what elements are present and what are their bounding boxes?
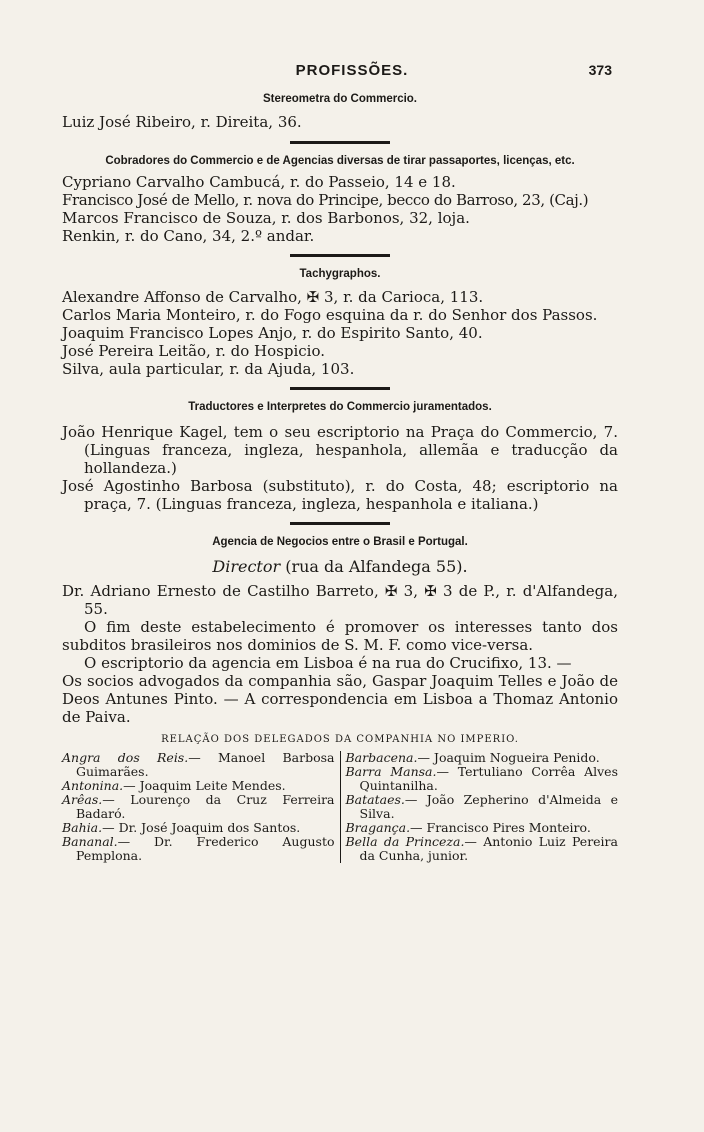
delegate-place: Bananal. — [62, 834, 118, 849]
delegate-place: Batataes. — [345, 792, 405, 807]
section-divider — [290, 141, 390, 144]
delegate-name: — Dr. Frederico Augusto Pemplona. — [76, 834, 335, 863]
list-item: José Agostinho Barbosa (substituto), r. do Costa, 48; escriptorio na praça, 7. (Linguas franceza, ingleza, hespanhola e italiana.) — [62, 477, 618, 513]
director-line — [62, 556, 618, 578]
director-address: (rua da Alfandega 55). — [285, 557, 468, 576]
page-number: 373 — [588, 62, 612, 78]
list-item: Marcos Francisco de Souza, r. dos Barbonos, 32, loja. — [62, 209, 470, 227]
delegates-column-right — [341, 751, 619, 863]
delegate-place: Arêas. — [62, 792, 103, 807]
delegate-name: — Joaquim Leite Mendes. — [123, 778, 286, 793]
delegates-column-left — [62, 751, 341, 863]
delegate-place: Bahia. — [62, 820, 103, 835]
list-item: João Henrique Kagel, tem o seu escriptorio na Praça do Commercio, 7. (Linguas franceza, ingleza, hespanhola, allemãa e traducção da hollandeza.) — [62, 423, 618, 477]
list-item: Luiz José Ribeiro, r. Direita, 36. — [62, 113, 302, 131]
section-heading-agencia: Agencia de Negocios entre o Brasil e Portugal. — [212, 536, 468, 548]
delegate-item — [62, 779, 335, 793]
delegate-name: — Lourenço da Cruz Ferreira Badaró. — [76, 792, 335, 821]
agencia-paragraph: O escriptorio da agencia em Lisboa é na rua do Crucifixo, 13. — — [84, 654, 572, 672]
agencia-paragraph: Os socios advogados da companhia são, Gaspar Joaquim Telles e João de Deos Antunes Pinto. — A correspondencia em Lisboa a Thomaz Antonio de Paiva. — [62, 672, 618, 726]
list-item: Francisco José de Mello, r. nova do Principe, becco do Barroso, 23, (Caj.) — [62, 191, 589, 209]
director-entry: Dr. Adriano Ernesto de Castilho Barreto, ✠ 3, ✠ 3 de P., r. d'Alfandega, 55. — [62, 582, 618, 618]
list-item: Alexandre Affonso de Carvalho, ✠ 3, r. da Carioca, 113. — [62, 288, 484, 306]
section-heading-tachygraphos: Tachygraphos. — [299, 268, 381, 280]
page-header — [0, 62, 704, 82]
delegates-table — [62, 751, 618, 863]
delegate-place: Antonina. — [62, 778, 124, 793]
section-divider — [290, 522, 390, 525]
agencia-paragraph: O fim deste estabelecimento é promover os interesses tanto dos subditos brasileiros nos dominios de S. M. F. como vice-versa. — [62, 618, 618, 654]
delegate-item — [346, 793, 619, 821]
delegate-name: — Antonio Luiz Pereira da Cunha, junior. — [359, 834, 618, 863]
delegate-name: — Joaquim Nogueira Penido. — [417, 750, 600, 765]
delegate-place: Barra Mansa. — [345, 764, 437, 779]
delegates-title: RELAÇÃO DOS DELEGADOS DA COMPANHIA NO IMPERIO. — [161, 734, 519, 745]
page-content — [62, 92, 618, 863]
delegate-name: — Manoel Barbosa Guimarães. — [76, 750, 335, 779]
delegate-place: Barbacena. — [345, 750, 418, 765]
director-role: Director — [212, 557, 281, 576]
delegate-item — [346, 835, 619, 863]
list-item: Cypriano Carvalho Cambucá, r. do Passeio, 14 e 18. — [62, 173, 456, 191]
list-item: Joaquim Francisco Lopes Anjo, r. do Espirito Santo, 40. — [62, 324, 483, 342]
section-divider — [290, 254, 390, 257]
section-heading-cobradores: Cobradores do Commercio e de Agencias diversas de tirar passaportes, licenças, etc. — [105, 155, 575, 167]
list-item: Carlos Maria Monteiro, r. do Fogo esquina da r. do Senhor dos Passos. — [62, 306, 598, 324]
delegate-item — [346, 751, 619, 765]
delegate-item — [62, 835, 335, 863]
delegate-place: Bragança. — [345, 820, 411, 835]
section-divider — [290, 387, 390, 390]
list-item: Renkin, r. do Cano, 34, 2.º andar. — [62, 227, 315, 245]
delegate-item — [346, 765, 619, 793]
delegate-place: Bella da Princeza. — [345, 834, 465, 849]
delegate-name: — Dr. José Joaquim dos Santos. — [102, 820, 301, 835]
section-heading-stereometra: Stereometra do Commercio. — [262, 93, 417, 105]
delegate-item — [62, 821, 335, 835]
delegate-item — [346, 821, 619, 835]
list-item: Silva, aula particular, r. da Ajuda, 103. — [62, 360, 355, 378]
section-heading-traductores: Traductores e Interpretes do Commercio juramentados. — [188, 401, 492, 413]
delegate-place: Angra dos Reis. — [62, 750, 189, 765]
page-title: PROFISSÕES. — [295, 62, 409, 79]
delegate-name: — Tertuliano Corrêa Alves Quintanilha. — [359, 764, 618, 793]
delegate-name: — João Zepherino d'Almeida e Silva. — [359, 792, 618, 821]
delegate-item — [62, 751, 335, 779]
delegate-name: — Francisco Pires Monteiro. — [410, 820, 591, 835]
list-item: José Pereira Leitão, r. do Hospicio. — [62, 342, 325, 360]
delegate-item — [62, 793, 335, 821]
